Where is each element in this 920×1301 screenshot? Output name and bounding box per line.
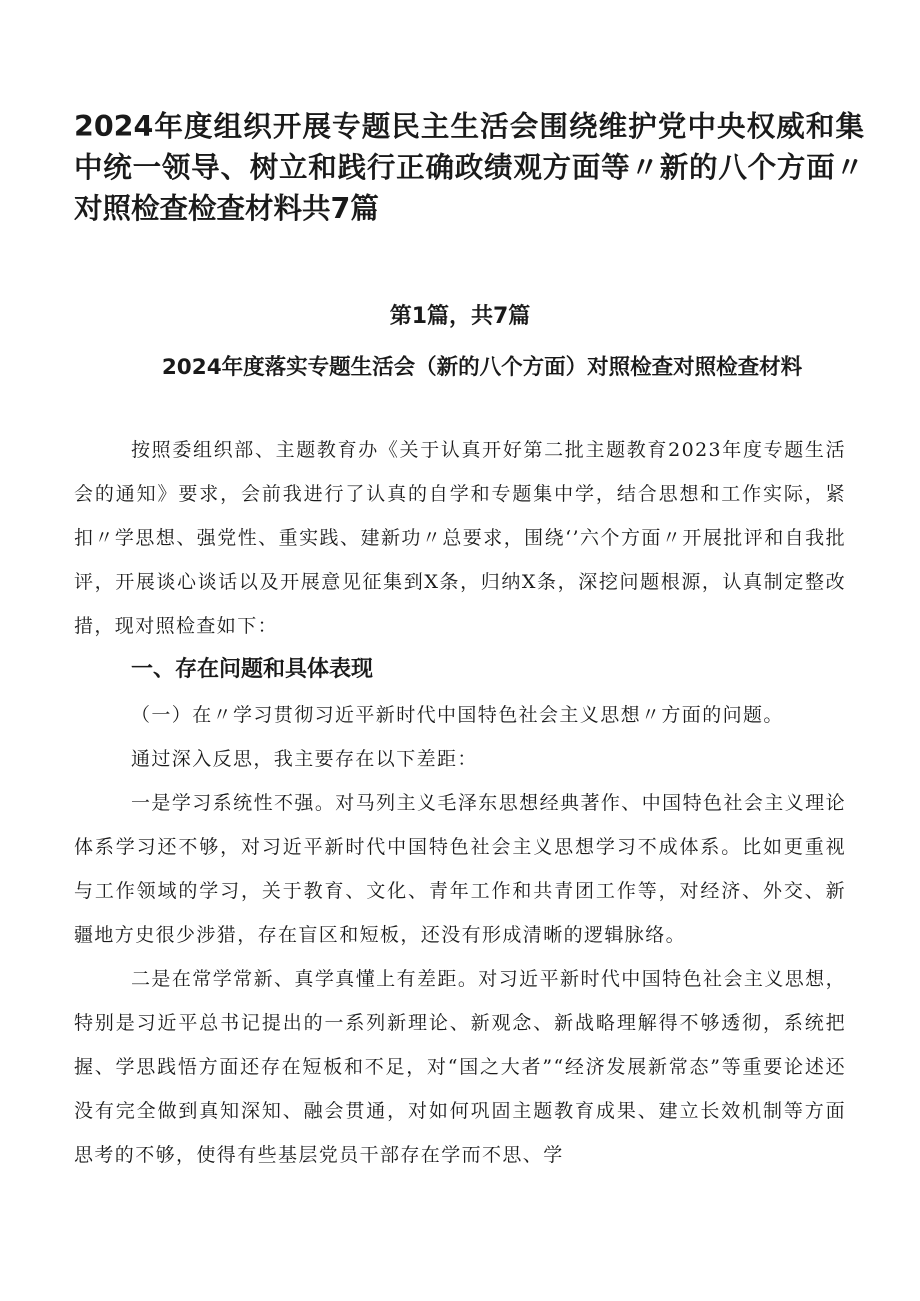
article-subtitle: 2024年度落实专题生活会（新的八个方面）对照检查对照检查材料: [161, 355, 803, 380]
differences-intro-paragraph: 通过深入反思，我主要存在以下差距：: [131, 748, 478, 770]
section-number: 第1篇，共7篇: [389, 304, 531, 329]
document-title: 2024年度组织开展专题民主生活会围绕维护党中央权威和集中统一领导、树立和践行正确政绩观方面等〃新的八个方面〃对照检查检查材料共7篇: [74, 110, 864, 225]
subsection-heading-1: （一）在〃学习贯彻习近平新时代中国特色社会主义思想〃方面的问题。: [131, 704, 784, 726]
point-one-paragraph: 一是学习系统性不强。对马列主义毛泽东思想经典著作、中国特色社会主义理论体系学习还不够，对习近平新时代中国特色社会主义思想学习不成体系。比如更重视与工作领域的学习，关于教育、文化、青年工作和共青团工作等，对经济、外交、新疆地方史很少涉猎，存在盲区和短板，还没有形成清晰的逻辑脉络。: [74, 792, 846, 946]
section-heading-problems: 一、存在问题和具体表现: [131, 657, 374, 682]
point-two-paragraph: 二是在常学常新、真学真懂上有差距。对习近平新时代中国特色社会主义思想，特别是习近平总书记提出的一系列新理论、新观念、新战略理解得不够透彻，系统把握、学思践悟方面还存在短板和不足，对“国之大者”“经济发展新常态”等重要论述还没有完全做到真知深知、融会贯通，对如何巩固主题教育成果、建立长效机制等方面思考的不够，使得有些基层党员干部存在学而不思、学: [74, 968, 846, 1166]
intro-paragraph: 按照委组织部、主题教育办《关于认真开好第二批主题教育2023年度专题生活会的通知》要求，会前我进行了认真的自学和专题集中学，结合思想和工作实际，紧扣〃学思想、强党性、重实践、建新功〃总要求，围绕‘’六个方面〃开展批评和自我批评，开展谈心谈话以及开展意见征集到X条，归纳X条，深挖问题根源，认真制定整改措，现对照检查如下：: [74, 439, 846, 637]
